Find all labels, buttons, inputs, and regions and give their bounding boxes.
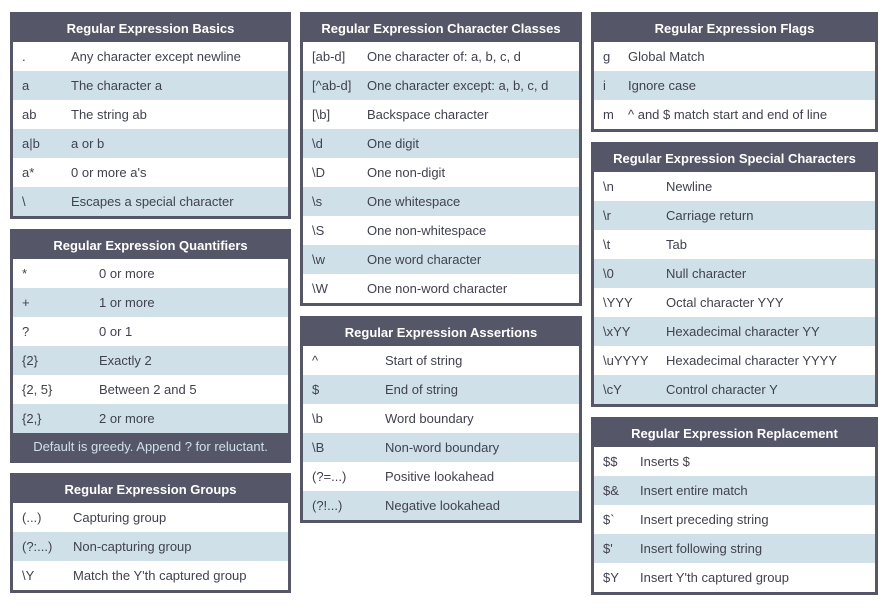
table-row bbox=[594, 71, 875, 100]
table-body bbox=[13, 259, 288, 433]
regex-description: Octal character YYY bbox=[666, 295, 784, 310]
regex-description: Capturing group bbox=[73, 510, 167, 525]
regex-description: Insert Y'th captured group bbox=[640, 570, 789, 585]
table-row bbox=[303, 433, 579, 462]
regex-symbol: \B bbox=[312, 440, 325, 455]
regex-description: Insert preceding string bbox=[640, 512, 769, 527]
table-row bbox=[13, 404, 288, 433]
regex-description: Between 2 and 5 bbox=[99, 382, 197, 397]
regex-description: One character except: a, b, c, d bbox=[367, 78, 549, 93]
regex-description: The string ab bbox=[71, 107, 147, 122]
regex-description: Exactly 2 bbox=[99, 353, 152, 368]
table-row bbox=[303, 245, 579, 274]
table-row bbox=[13, 42, 288, 71]
regex-description: One non-word character bbox=[367, 281, 508, 296]
regex-description: Ignore case bbox=[628, 78, 696, 93]
quantifiers-table bbox=[10, 229, 291, 463]
regex-description: One whitespace bbox=[367, 194, 461, 209]
regex-description: Tab bbox=[666, 237, 687, 252]
table-row bbox=[13, 532, 288, 561]
table-row bbox=[594, 100, 875, 129]
table-row bbox=[303, 346, 579, 375]
regex-symbol: (?!...) bbox=[312, 498, 343, 513]
table-body bbox=[594, 447, 875, 592]
regex-description: ^ and $ match start and end of line bbox=[628, 107, 828, 122]
regex-description: 0 or 1 bbox=[99, 324, 133, 339]
regex-description: Start of string bbox=[385, 353, 463, 368]
regex-symbol: m bbox=[603, 107, 614, 122]
table-row bbox=[594, 534, 875, 563]
column-right bbox=[591, 12, 878, 595]
regex-symbol: * bbox=[22, 266, 28, 281]
regex-symbol: \b bbox=[312, 411, 323, 426]
table-row bbox=[594, 288, 875, 317]
regex-symbol: + bbox=[22, 295, 30, 310]
regex-symbol: (?=...) bbox=[312, 469, 347, 484]
regex-description: Any character except newline bbox=[71, 49, 241, 64]
table-title: Regular Expression Assertions bbox=[303, 319, 579, 346]
table-row bbox=[303, 274, 579, 303]
regex-description: Positive lookahead bbox=[385, 469, 495, 484]
table-row bbox=[13, 71, 288, 100]
table-row bbox=[594, 476, 875, 505]
regex-symbol: \r bbox=[603, 208, 611, 223]
regex-symbol: \s bbox=[312, 194, 323, 209]
table-row bbox=[594, 563, 875, 592]
regex-description: Global Match bbox=[628, 49, 705, 64]
assertions-table bbox=[300, 316, 582, 523]
table-row bbox=[13, 259, 288, 288]
regex-symbol: [ab-d] bbox=[312, 49, 346, 64]
table-title: Regular Expression Flags bbox=[594, 15, 875, 42]
table-row bbox=[303, 100, 579, 129]
table-row bbox=[594, 172, 875, 201]
regex-description: Hexadecimal character YYYY bbox=[666, 353, 838, 368]
regex-symbol: ^ bbox=[312, 353, 319, 368]
regex-symbol: \n bbox=[603, 179, 614, 194]
regex-symbol: $ bbox=[312, 382, 320, 397]
table-row bbox=[303, 158, 579, 187]
regex-description: Negative lookahead bbox=[385, 498, 500, 513]
regex-symbol: \xYY bbox=[603, 324, 631, 339]
regex-symbol: \t bbox=[603, 237, 611, 252]
table-row bbox=[594, 259, 875, 288]
table-title: Regular Expression Quantifiers bbox=[13, 232, 288, 259]
regex-symbol: \YYY bbox=[603, 295, 633, 310]
regex-description: Insert following string bbox=[640, 541, 763, 556]
regex-symbol: $` bbox=[603, 512, 615, 527]
regex-description: Insert entire match bbox=[640, 483, 748, 498]
regex-symbol: {2} bbox=[22, 353, 38, 368]
table-row bbox=[303, 462, 579, 491]
table-row bbox=[303, 404, 579, 433]
regex-symbol: \cY bbox=[603, 382, 622, 397]
column-middle bbox=[300, 12, 582, 523]
flags-table bbox=[591, 12, 878, 132]
regex-symbol: $' bbox=[603, 541, 613, 556]
groups-table bbox=[10, 473, 291, 593]
regex-description: Carriage return bbox=[666, 208, 754, 223]
regex-description: Match the Y'th captured group bbox=[73, 568, 247, 583]
table-row bbox=[13, 346, 288, 375]
table-row bbox=[13, 288, 288, 317]
table-row bbox=[594, 230, 875, 259]
regex-symbol: ? bbox=[22, 324, 30, 339]
regex-symbol: g bbox=[603, 49, 611, 64]
table-row bbox=[594, 505, 875, 534]
table-row bbox=[303, 375, 579, 404]
regex-symbol: \w bbox=[312, 252, 325, 267]
regex-description: Escapes a special character bbox=[71, 194, 234, 209]
regex-symbol: $Y bbox=[603, 570, 619, 585]
regex-description: The character a bbox=[71, 78, 163, 93]
table-row bbox=[303, 71, 579, 100]
regex-symbol: {2,} bbox=[22, 411, 42, 426]
regex-description: Non-capturing group bbox=[73, 539, 192, 554]
table-row bbox=[13, 503, 288, 532]
table-row bbox=[594, 201, 875, 230]
table-title: Regular Expression Basics bbox=[13, 15, 288, 42]
table-row bbox=[594, 447, 875, 476]
column-left bbox=[10, 12, 291, 593]
regex-description: One non-whitespace bbox=[367, 223, 487, 238]
table-footer-note: Default is greedy. Append ? for reluctant. bbox=[13, 433, 288, 460]
regex-symbol: ab bbox=[22, 107, 37, 122]
regex-symbol: (?:...) bbox=[22, 539, 53, 554]
regex-symbol: a|b bbox=[22, 136, 40, 151]
table-row bbox=[594, 42, 875, 71]
table-row bbox=[303, 129, 579, 158]
table-row bbox=[13, 317, 288, 346]
regex-description: Null character bbox=[666, 266, 747, 281]
regex-symbol: a bbox=[22, 78, 30, 93]
table-row bbox=[13, 129, 288, 158]
regex-symbol: {2, 5} bbox=[22, 382, 53, 397]
regex-description: Word boundary bbox=[385, 411, 474, 426]
regex-symbol: \W bbox=[312, 281, 328, 296]
regex-symbol: a* bbox=[22, 165, 35, 180]
regex-description: 1 or more bbox=[99, 295, 155, 310]
table-body bbox=[594, 42, 875, 129]
table-row bbox=[303, 491, 579, 520]
regex-symbol: i bbox=[603, 78, 606, 93]
table-row bbox=[594, 317, 875, 346]
regex-description: Inserts $ bbox=[640, 454, 690, 469]
regex-description: 0 or more a's bbox=[71, 165, 147, 180]
table-row bbox=[13, 561, 288, 590]
table-body bbox=[303, 346, 579, 520]
regex-symbol: \D bbox=[312, 165, 325, 180]
replacement-table bbox=[591, 417, 878, 595]
table-row bbox=[13, 375, 288, 404]
table-title: Regular Expression Groups bbox=[13, 476, 288, 503]
table-title: Regular Expression Character Classes bbox=[303, 15, 579, 42]
regex-description: a or b bbox=[71, 136, 105, 151]
regex-symbol: \d bbox=[312, 136, 323, 151]
table-row bbox=[13, 187, 288, 216]
regex-description: One character of: a, b, c, d bbox=[367, 49, 521, 64]
table-title: Regular Expression Replacement bbox=[594, 420, 875, 447]
regex-description: Control character Y bbox=[666, 382, 778, 397]
basics-table bbox=[10, 12, 291, 219]
table-body bbox=[13, 503, 288, 590]
regex-description: Non-word boundary bbox=[385, 440, 500, 455]
regex-symbol: \Y bbox=[22, 568, 35, 583]
regex-symbol: \0 bbox=[603, 266, 614, 281]
regex-symbol: $$ bbox=[603, 454, 618, 469]
regex-symbol: \S bbox=[312, 223, 325, 238]
table-row bbox=[303, 42, 579, 71]
regex-description: Hexadecimal character YY bbox=[666, 324, 820, 339]
regex-symbol: [\b] bbox=[312, 107, 331, 122]
table-row bbox=[594, 346, 875, 375]
regex-symbol: \uYYYY bbox=[603, 353, 649, 368]
regex-description: One non-digit bbox=[367, 165, 446, 180]
regex-description: 2 or more bbox=[99, 411, 155, 426]
regex-symbol: (...) bbox=[22, 510, 42, 525]
regex-symbol: $& bbox=[603, 483, 619, 498]
regex-description: Backspace character bbox=[367, 107, 489, 122]
table-row bbox=[303, 216, 579, 245]
regex-symbol: . bbox=[22, 49, 26, 64]
table-title: Regular Expression Special Characters bbox=[594, 145, 875, 172]
table-row bbox=[303, 187, 579, 216]
regex-symbol: \ bbox=[22, 194, 26, 209]
regex-description: 0 or more bbox=[99, 266, 155, 281]
table-row bbox=[13, 100, 288, 129]
regex-description: End of string bbox=[385, 382, 458, 397]
table-body bbox=[594, 172, 875, 404]
table-row bbox=[594, 375, 875, 404]
table-body bbox=[303, 42, 579, 303]
table-body bbox=[13, 42, 288, 216]
regex-description: Newline bbox=[666, 179, 713, 194]
special-characters-table bbox=[591, 142, 878, 407]
regex-symbol: [^ab-d] bbox=[312, 78, 352, 93]
character-classes-table bbox=[300, 12, 582, 306]
table-row bbox=[13, 158, 288, 187]
regex-description: One digit bbox=[367, 136, 420, 151]
regex-description: One word character bbox=[367, 252, 482, 267]
